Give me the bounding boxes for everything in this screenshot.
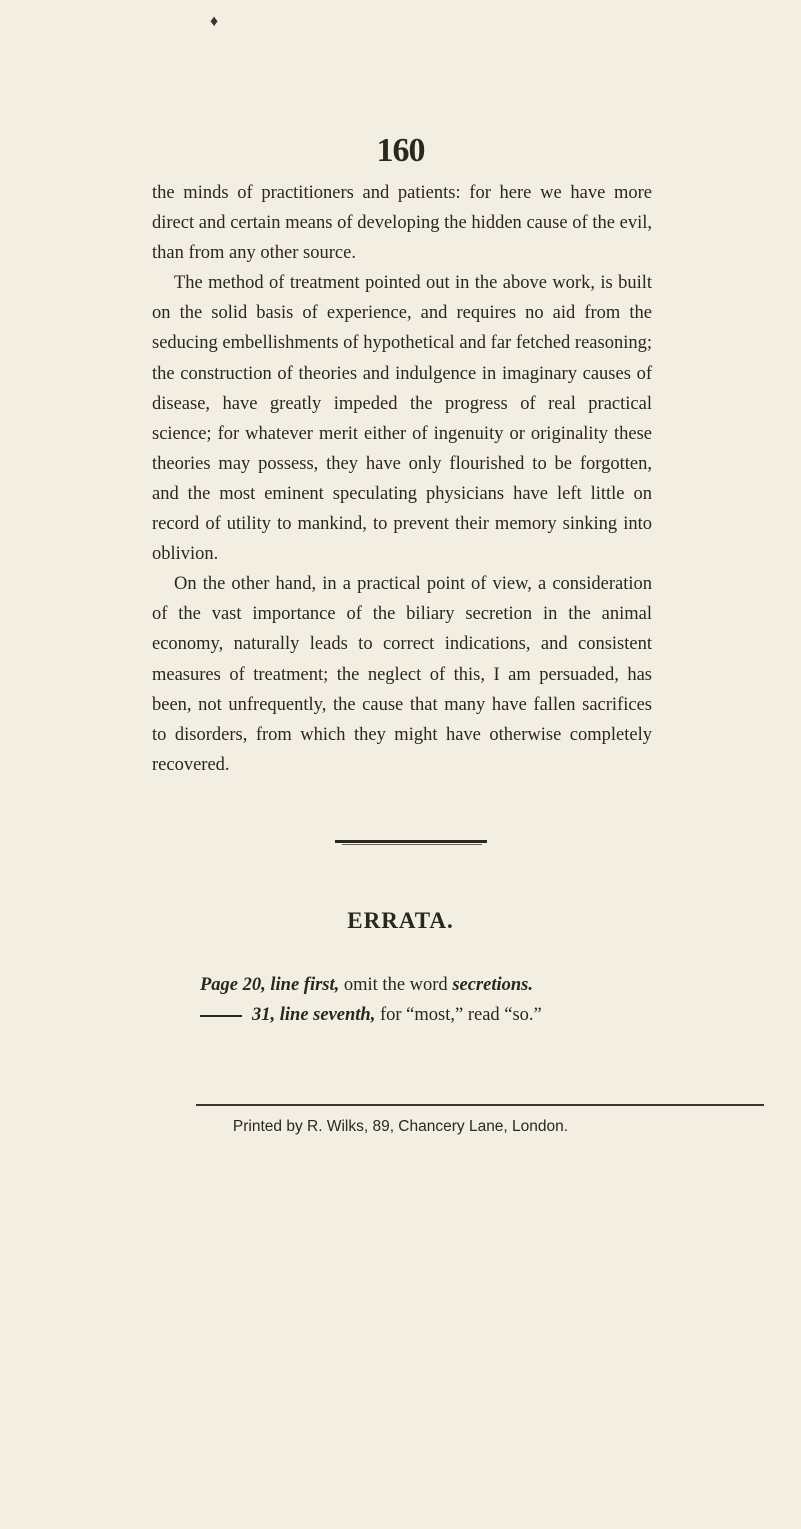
errata-entry-2 (200, 1001, 760, 1029)
errata-list (200, 971, 760, 1029)
ink-spot: ♦ (210, 13, 219, 30)
errata-ref-1: Page 20, line first, (200, 975, 340, 995)
body-text (152, 178, 652, 780)
paragraph-2: The method of treatment pointed out in the above work, is built on the solid basis of experience, and requires no aid from the seducing embellishments of hypothetical and far fetched reasoning; the construction of theories and indulgence in imaginary causes of disease, have greatly impeded the progress of real practical science; for whatever merit either of ingenuity or originality these theories may possess, they have only flourished to be forgotten, and the most eminent speculating physicians have left little on record of utility to mankind, to prevent their memory sinking into oblivion. (152, 273, 652, 565)
errata-word-1: secretions. (452, 975, 533, 995)
ornamental-rule-thin (342, 844, 482, 845)
paragraph-1: the minds of practitioners and patients: for here we have more direct and certain means of developing the hidden cause of the evil, than from any other source. (152, 183, 652, 264)
errata-instruction-1: omit the word (339, 975, 453, 995)
errata-ref-2: 31, line seventh, (252, 1005, 376, 1025)
errata-entry-1 (200, 971, 760, 999)
page-number: 160 (376, 132, 425, 169)
paragraph-3: On the other hand, in a practical point of view, a consideration of the vast importance of the biliary secretion in the animal economy, naturally leads to correct indications, and consistent measures of treatment; the neglect of this, I am persuaded, has been, not unfrequently, the cause that many have fallen sacrifices to disorders, from which they might have otherwise completely recovered. (152, 574, 652, 775)
errata-instruction-2: for “most,” read “so.” (375, 1005, 542, 1025)
errata-heading: ERRATA. (347, 908, 454, 933)
ornamental-rule (335, 840, 487, 843)
printer-imprint: Printed by R. Wilks, 89, Chancery Lane, London. (232, 1118, 569, 1135)
ditto-dash (200, 1015, 242, 1017)
imprint-rule (196, 1104, 764, 1106)
